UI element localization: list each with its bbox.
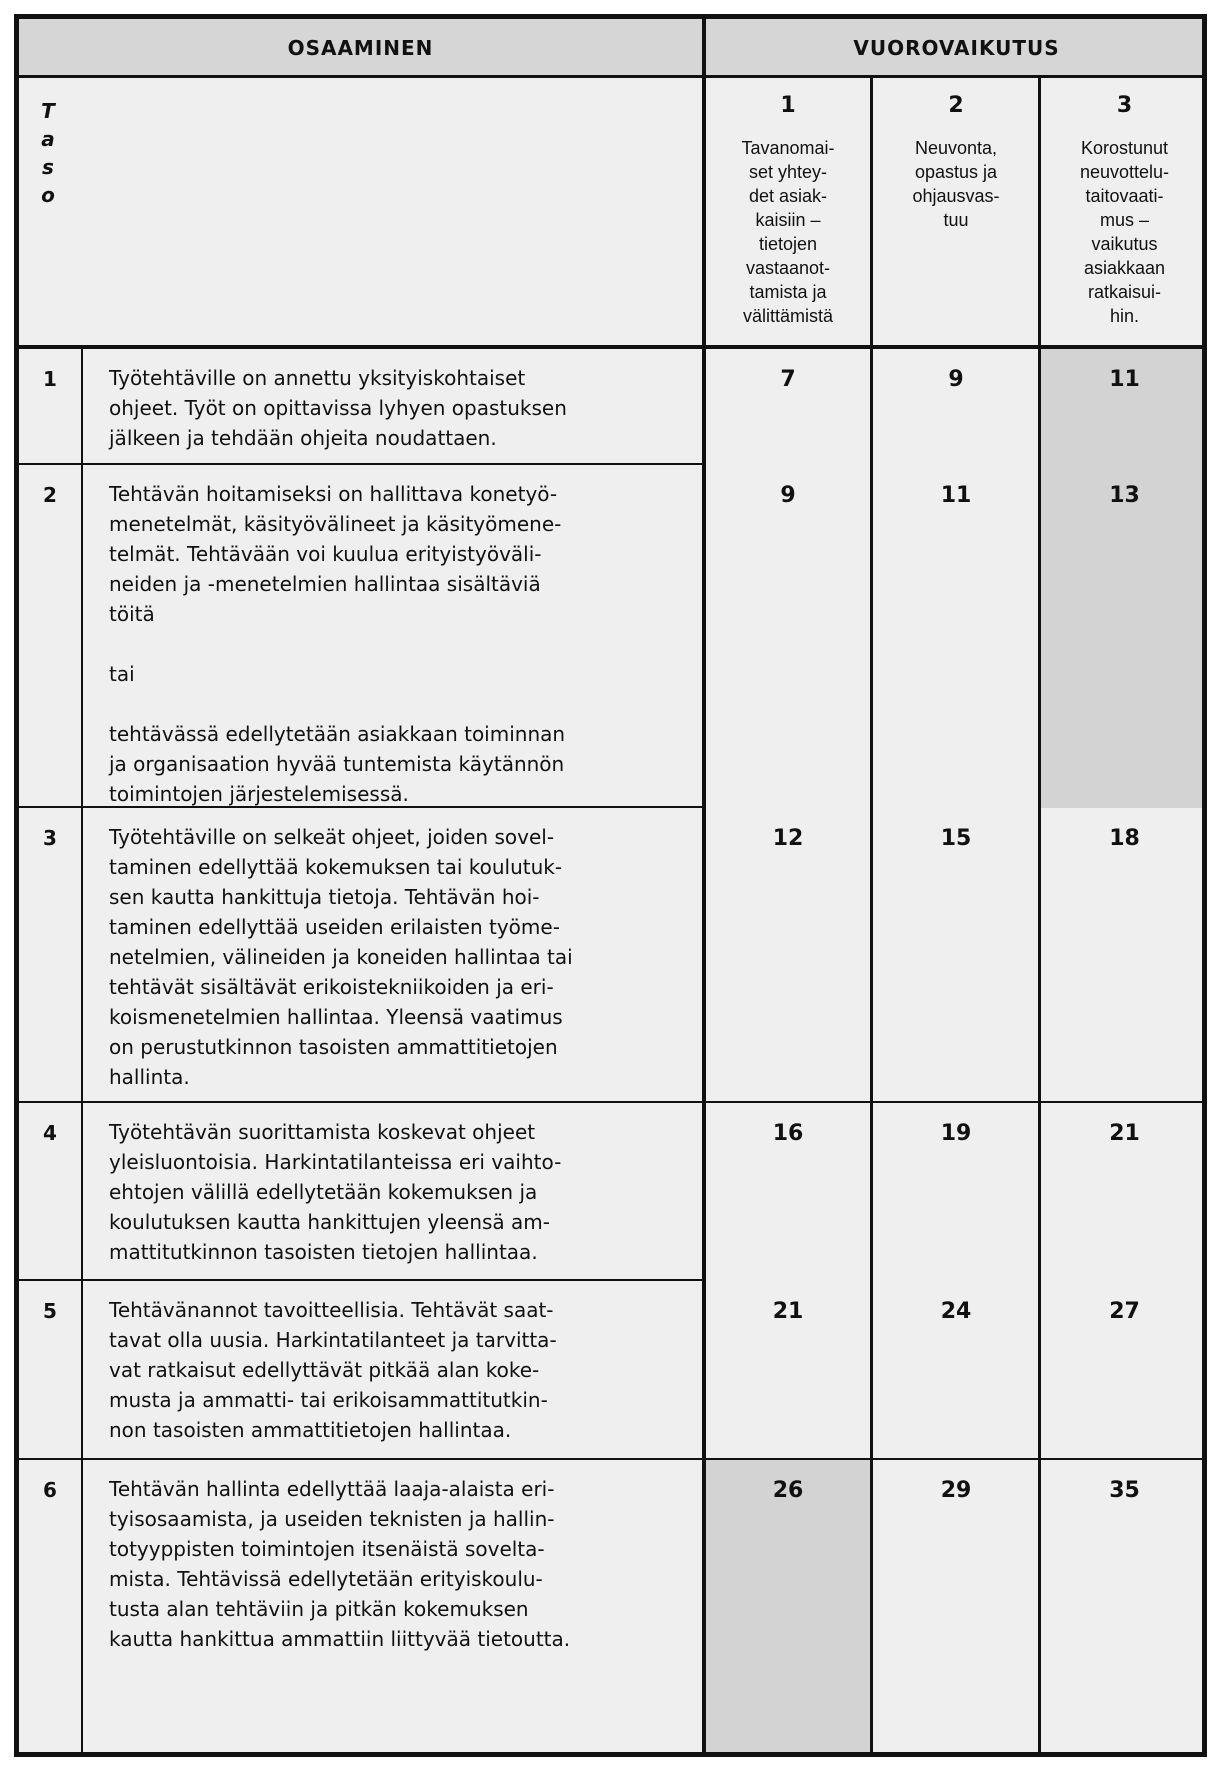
- value-cell: 12: [772, 826, 804, 851]
- grid-line: [1038, 77, 1041, 1757]
- grid-line: [19, 1458, 1207, 1460]
- value-cell: 18: [1109, 826, 1140, 851]
- level-number: 6: [43, 1478, 57, 1502]
- level-number: 5: [43, 1299, 57, 1323]
- value-cell: 7: [780, 367, 796, 392]
- level-number: 1: [43, 367, 57, 391]
- value-cell: 27: [1109, 1299, 1140, 1324]
- column-description: Tavanomai- set yhtey- det asiak- kaisiin – tietojen vastaanot- tamista ja välittämistä: [741, 138, 835, 326]
- value-cell: 24: [940, 1299, 972, 1324]
- level-description: Tehtävänannot tavoitteellisia. Tehtävät saat- tavat olla uusia. Harkintatilanteet ja tarvitta- vat ratkaisut edellyttävät pitkää alan koke- musta ja ammatti- tai erikoisammattitutkin- non tasoisten ammattitietojen hallintaa.: [109, 1298, 557, 1442]
- grid-line: [19, 463, 702, 465]
- column-head-2: [874, 81, 1038, 345]
- grid-line: [19, 75, 1207, 78]
- value-cell: 26: [772, 1478, 804, 1503]
- value-cell: 11: [940, 483, 972, 508]
- column-head-3: [1042, 81, 1207, 345]
- value-cell: 13: [1109, 483, 1140, 508]
- taso-label: T a s o: [41, 99, 55, 207]
- level-number: 4: [43, 1121, 57, 1145]
- value-cell: 15: [940, 826, 972, 851]
- column-number: 3: [1116, 93, 1133, 118]
- column-description: Korostunut neuvottelu- taitovaati- mus – vaikutus asiakkaan ratkaisui- hin.: [1079, 138, 1170, 326]
- value-cell: 19: [940, 1121, 972, 1146]
- osaaminen-header: OSAAMINEN: [19, 19, 702, 77]
- level-description: Työtehtävän suorittamista koskevat ohjeet yleisluontoisia. Harkintatilanteissa eri vaihto- ehtojen välillä edellytetään kokemuksen ja koulutuksen kautta hankittujen yleensä am- mattitutkinnon tasoisten tietojen hallintaa.: [109, 1120, 562, 1264]
- value-cell: 35: [1109, 1478, 1140, 1503]
- value-cell: 29: [940, 1478, 972, 1503]
- grid-line: [870, 77, 873, 1757]
- vuorovaikutus-header: VUOROVAIKUTUS: [706, 19, 1207, 77]
- level-number: 3: [43, 826, 57, 850]
- grid-line: [19, 345, 1207, 349]
- osaaminen-vuorovaikutus-table: [14, 14, 1207, 1757]
- column-head-1: [706, 81, 870, 345]
- column-description: Neuvonta, opastus ja ohjausvas- tuu: [912, 138, 1000, 230]
- shade-col3-rows1-2: [1039, 349, 1207, 808]
- level-description: Tehtävän hoitamiseksi on hallittava konetyö- menetelmät, käsityövälineet ja käsityömene- telmät. Tehtävään voi kuulua erityistyöväli- neiden ja -menetelmien hallintaa sisältäviä töitä tai tehtävässä edellytetään asiakkaan toiminnan ja organisaation hyvää tuntemista käytännön toimintojen järjestelemisessä.: [109, 482, 566, 806]
- level-description: Tehtävän hallinta edellyttää laaja-alaista eri- tyisosaamista, ja useiden teknisten ja hallin- totyyppisten toimintojen itsenäistä sovelta- mista. Tehtävissä edellytetään erityiskoulu- tusta alan tehtäviin ja pitkän kokemuksen kautta hankittua ammattiin liittyvää tietoutta.: [109, 1477, 571, 1651]
- level-number: 2: [43, 483, 57, 507]
- grid-line: [702, 19, 706, 1757]
- shade-col1-row6: [706, 1460, 870, 1757]
- value-cell: 21: [1109, 1121, 1140, 1146]
- value-cell: 9: [948, 367, 964, 392]
- value-cell: 16: [772, 1121, 804, 1146]
- column-number: 1: [780, 93, 796, 118]
- grid-line: [19, 806, 702, 808]
- grid-line: [19, 1279, 702, 1281]
- value-cell: 21: [772, 1299, 804, 1324]
- value-cell: 11: [1109, 367, 1140, 392]
- grid-line: [19, 1101, 1207, 1103]
- grid-line: [81, 347, 83, 1757]
- level-description: Työtehtäville on selkeät ohjeet, joiden sovel- taminen edellyttää kokemuksen tai koulutuk- sen kautta hankittuja tietoja. Tehtävän hoi- taminen edellyttää useiden erilaisten työme- netelmien, välineiden ja koneiden hallintaa tai tehtävät sisältävät erikoistekniikoiden ja eri- koismenetelmien hallintaa. Yleensä vaatimus on perustutkinnon tasoisten ammattitietojen hallinta.: [109, 825, 573, 1089]
- level-description: Työtehtäville on annettu yksityiskohtaiset ohjeet. Työt on opittavissa lyhyen opastuksen jälkeen ja tehdään ohjeita noudattaen.: [109, 366, 567, 450]
- column-number: 2: [948, 93, 964, 118]
- value-cell: 9: [780, 483, 796, 508]
